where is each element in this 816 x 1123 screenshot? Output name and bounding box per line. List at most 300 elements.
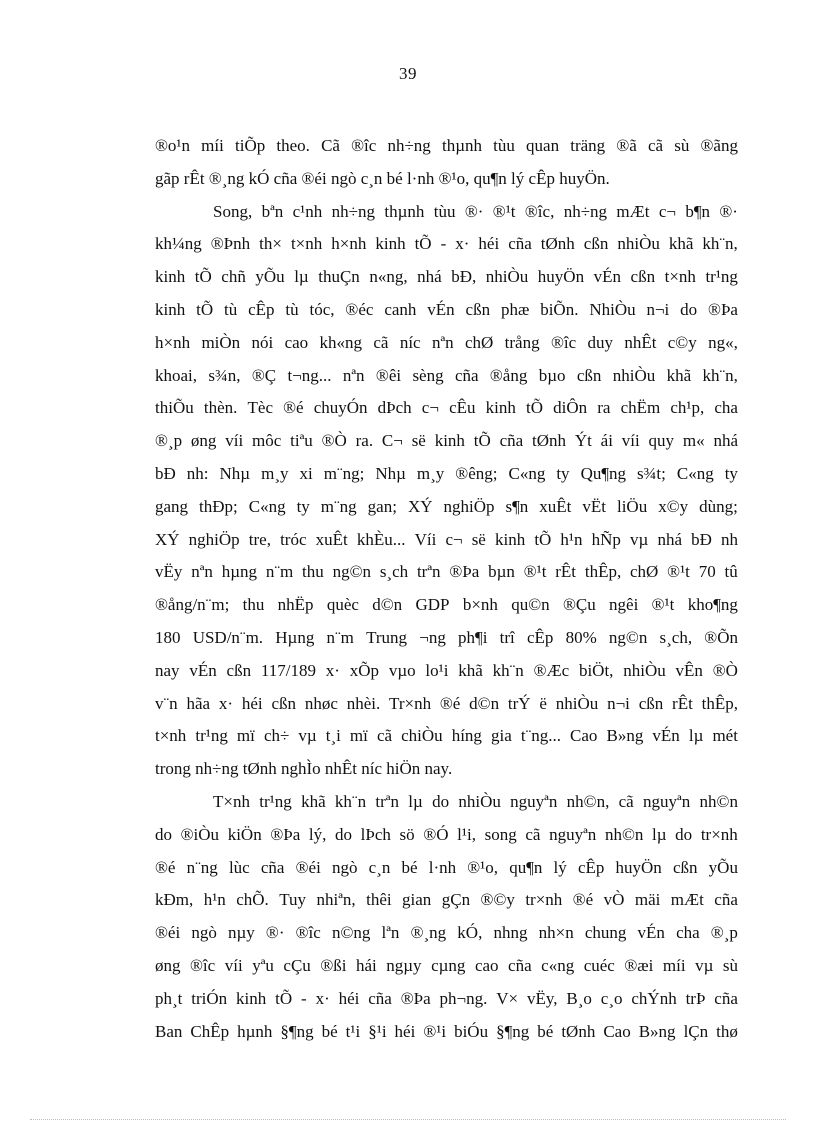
word: n¬i [607,693,630,713]
word: míi [662,955,686,975]
text-line [155,524,738,557]
text-line [155,294,738,327]
word: bÐ, [451,267,477,287]
word: cña [454,365,479,385]
word: ®îc [550,332,577,352]
word: chËm [620,398,661,418]
word: ®ãng [700,136,738,155]
word: ngêi [609,595,639,615]
word: nhèi. [346,693,381,713]
word: qu©n [511,595,550,615]
word: §¶ng [496,1021,530,1041]
text-line [155,983,738,1016]
word: x· [455,234,470,254]
word: ty [296,496,310,516]
word: C«ng [508,463,546,483]
word: víi [225,431,244,451]
word: ë [539,693,547,713]
word: kinh [494,529,526,549]
text-line [155,327,738,360]
text-line [155,130,738,163]
word: c¸o [600,988,623,1008]
document-body [155,130,738,1048]
word: cßn [583,234,609,254]
word: chØ [630,562,659,582]
word: tr¹ng [259,791,292,811]
word: tiÕp [235,136,266,155]
word: nh×n [538,923,574,943]
word: theo. [276,136,310,155]
word: C«ng [676,463,714,483]
word: kinh [375,234,406,254]
word: Tr×nh [389,693,432,713]
word: mÆt [616,201,650,221]
word: vËt [582,496,606,516]
word: Tèc [247,398,273,418]
word: bé [321,1021,338,1041]
word: do [680,299,698,319]
word: xuÊt [315,529,348,549]
word: Cao [570,726,598,746]
word: h×nh [331,234,367,254]
word: lý, [308,824,327,844]
word: cßn [630,267,656,287]
word: s¶n [505,496,529,516]
word: ¬ng [419,627,446,647]
word: chÝnh [631,988,677,1008]
word: Cã [321,136,340,155]
word: nhiÒu [612,365,656,385]
word: träng [570,136,606,155]
word: nhá [713,431,738,451]
word: tù [223,299,238,319]
word: ®Þa [708,299,738,319]
word: ®¹t [667,562,690,582]
word: nghiÖp [443,496,495,516]
text-line [155,688,738,721]
word: khã [301,791,326,811]
word: ®· [464,201,484,221]
word: thµnh [384,201,425,221]
word: trÞ [685,988,706,1008]
word: cßn [271,693,297,713]
word: h¹n [203,890,226,910]
word: ®Æc [533,660,570,680]
word: nhËp [277,595,314,615]
word: nµy [227,923,255,943]
word: bÐ [155,463,176,483]
word: mï [236,726,255,746]
word: nguyªn [643,791,691,811]
word: nghiÖp [188,529,240,549]
word: nhng [493,923,528,943]
word: tÕ [196,299,214,319]
word: T×nh [213,791,250,811]
word: hái [355,955,377,975]
word: nh÷ng [387,136,431,155]
word: gian [402,890,432,910]
word: vµ [298,726,317,746]
word: trî [499,627,515,647]
word: nh: [186,463,209,483]
word: vÉn [652,726,680,746]
word: chuyÓn [313,398,368,418]
word: ®¹i [423,1021,447,1041]
word: ®¹t [492,201,516,221]
text-line [155,950,738,983]
word: cña [714,890,738,910]
word: do [432,791,450,811]
word: - [301,988,307,1008]
word: nh÷ng [331,201,375,221]
text-line [155,392,738,425]
word: cña [508,234,532,254]
word: nh©n, [566,791,610,811]
text-line [155,720,738,753]
text-line [155,852,738,885]
word: tØnh [532,431,566,451]
word: tre, [248,529,271,549]
word: cao [284,332,309,352]
word: tÕ [275,988,293,1008]
text-line: gãp rÊt ®¸ng kÓ cña ®éi ngò c¸n bé l·nh ®¹o, qu¶n lý cÊp huyÖn. [155,168,610,188]
word: x· [218,693,234,713]
word: ®Ç [251,365,277,385]
word: lµ [294,267,309,287]
word: h×nh [155,332,191,352]
word: cha [676,923,700,943]
word: tØnh [540,234,575,254]
word: B¸o [566,988,592,1008]
word: 180 [155,627,181,647]
word: trÝ [507,693,531,713]
word: bÐ [691,529,712,549]
word: t×nh [290,234,323,254]
word: m¸y [261,463,289,483]
word: §¹i [368,1021,387,1041]
word: kinh [155,299,186,319]
word: nh÷ng [563,201,608,221]
word: thÊp, [701,693,738,713]
word: cµng [431,955,466,975]
word: t¬ng... [287,365,332,385]
word: ChÊp [190,1021,230,1041]
page-bottom-border [30,1119,786,1120]
word: khã [668,234,694,254]
word: tÕ [525,398,543,418]
word: chung [584,923,627,943]
word: gia [491,726,512,746]
word: tØnh [561,1021,596,1041]
word: lµ [652,824,667,844]
word: héi [394,1021,416,1041]
word: chÕ. [236,890,269,910]
word: cßn [672,857,698,877]
word: t¹i [345,1021,361,1041]
word: lùc [228,857,250,877]
word: cao [474,955,499,975]
word: nhiªn, [316,890,356,910]
word: kh¨n [492,660,524,680]
word: thø [716,1021,738,1041]
word: Nhµ [219,463,251,483]
word: ®¹t [651,595,675,615]
word: huyÖn [537,267,585,287]
word: kh¨n, [702,234,738,254]
word: ®é [572,890,594,910]
word: sù [722,955,738,975]
word: nhiÒu [485,267,529,287]
word: tóc, [309,299,335,319]
word: m¸y [416,463,445,483]
word: trång [504,332,540,352]
word: nh©n [699,791,738,811]
word: h¹n [560,529,583,549]
word: ®¸p [710,923,738,943]
word: ng©n [332,562,371,582]
word: bé [537,1021,554,1041]
word: khÈu... [356,529,406,549]
word: chØ [464,332,494,352]
word: Víi [414,529,437,549]
word: Ban [155,1021,183,1041]
word: ®é [439,693,461,713]
word: ra. [355,431,374,451]
text-line [155,917,738,950]
word: XÝ [407,496,433,516]
word: s¸ch, [659,627,693,647]
word: vËy [155,562,183,582]
word: Ýt [574,431,592,451]
word: tÕ [534,529,552,549]
word: n¨ng [186,857,218,877]
word: xuÊt [539,496,572,516]
word: ®îc, [524,201,555,221]
word: ®ång/n¨m; [155,595,230,615]
word: vÉn [593,267,621,287]
word: øng [190,431,217,451]
word: tÕ [473,431,491,451]
word: víi [224,955,243,975]
word: c¬ [445,529,463,549]
word: ®Õn [704,627,738,647]
word: kinh [155,267,186,287]
word: vËy, [527,988,558,1008]
word: tù [285,299,299,319]
word: ®îc [351,136,377,155]
text-line [155,884,738,917]
word: hÑp [591,529,621,549]
word: trªn [375,791,399,811]
word: thuÇn [318,267,360,287]
word: Qu¶ng [580,463,627,483]
word: ®¹o, [467,857,499,877]
word: USD/n¨m. [192,627,264,647]
word: cã [525,824,541,844]
word: GDP [415,595,450,615]
word: ®æi [624,955,654,975]
word: lý [553,857,567,877]
word: cÊp [577,857,605,877]
word: ngò [331,857,358,877]
word: 117/189 [260,660,316,680]
word: x· [315,988,330,1008]
word: héi [338,988,360,1008]
word: t¨ng... [520,726,561,746]
text-line [155,556,738,589]
text-line [155,196,738,229]
word: mÆt [670,890,704,910]
word: thêi [366,890,392,910]
word: vÉn [637,923,665,943]
word: xÕp [349,660,380,680]
word: thµnh [441,136,482,155]
word: khoai, [155,365,198,385]
word: ®©y [480,890,515,910]
word: ®Ò [321,431,347,451]
word: bµo [538,365,566,385]
word: ®Çu [562,595,596,615]
word: s¾n, [208,365,241,385]
word: hµng [221,562,258,582]
word: ngµy [386,955,422,975]
word: hµnh [237,1021,273,1041]
word: nhiÒu [617,234,660,254]
word: NhiÒu [589,299,636,319]
word: ®éc [345,299,374,319]
word: cÊp [248,299,275,319]
text-line [155,458,738,491]
word: d©n [469,693,500,713]
word: quèc [326,595,359,615]
word: Tuy [279,890,307,910]
word: ®· [265,923,285,943]
word: hãa [186,693,211,713]
word: tùu [433,201,456,221]
word: biÓu [454,1021,489,1041]
word: ph¶i [458,627,488,647]
word: xi [299,463,313,483]
word: ®éi [155,923,181,943]
word: chñ [221,267,246,287]
word: Trung [366,627,408,647]
word: ng«, [708,332,738,352]
word: cña [508,955,532,975]
word: nhøc [304,693,338,713]
word: ph¬ng. [439,988,488,1008]
word: nhiÒu [555,693,599,713]
word: vµ [630,529,649,549]
word: n¨m [326,627,354,647]
text-line: trong nh÷ng tØnh nghÌo nhÊt níc hiÖn nay. [155,759,453,779]
word: C¬ [381,431,403,451]
word: cÊp [526,627,554,647]
word: do [155,824,172,844]
word: n©ng [331,923,371,943]
word: sèng [412,365,444,385]
word: lÇn [683,1021,709,1041]
word: cßn [638,693,664,713]
word: b×nh [462,595,498,615]
word: Song, [213,201,253,221]
word: Hµng [275,627,315,647]
word: mét [712,726,738,746]
word: kh¨n, [702,365,738,385]
word: quy [648,431,675,451]
word: liÖu [616,496,648,516]
word: øng [155,955,181,975]
word: yÕu [708,857,738,877]
word: ®o¹n [155,136,191,155]
word: tr¹ng [705,267,738,287]
word: ty [556,463,570,483]
word: - [440,234,447,254]
word: sù [674,136,690,155]
word: héi [478,234,500,254]
word: t¸i [325,726,341,746]
page-number: 39 [399,64,417,83]
word: l¹i, [457,824,476,844]
word: ®¸p [155,431,183,451]
text-line [155,491,738,524]
word: cã [618,791,634,811]
word: kinh [485,398,516,418]
word: nh [720,529,738,549]
word: kho¶ng [687,595,738,615]
word: x©y [658,496,689,516]
word: thu [242,595,265,615]
word: triÓn [191,988,228,1008]
word: duy [587,332,613,352]
word: ®êi [375,365,402,385]
word: n¬i [646,299,670,319]
word: tr×nh [525,890,563,910]
word: víi [621,431,640,451]
word: tÕ [414,234,432,254]
word: thu [302,562,324,582]
word: ra [597,398,611,418]
word: m¨ng; [323,463,365,483]
word: thiÕu [155,398,194,418]
word: V× [496,988,519,1008]
word: Cao [603,1021,631,1041]
word: ngò [191,923,217,943]
word: n¨m [265,562,294,582]
word: mäi [634,890,661,910]
word: ®é [283,398,304,418]
word: môc [252,431,282,451]
word: nhÊt [624,332,657,352]
word: 70 [698,562,716,582]
word: cña [499,431,524,451]
word: kiÖn [227,824,262,844]
word: yÕu [255,267,285,287]
word: vÉn [427,299,455,319]
word: dùng; [699,496,738,516]
word: ®Ò [712,660,738,680]
word: cã [376,726,393,746]
word: biÖt, [578,660,614,680]
word: ®îc [190,955,216,975]
word: cña [368,988,392,1008]
word: c«ng [541,955,575,975]
word: tÕ [194,267,212,287]
word: b¶n [685,201,711,221]
word: c©y [667,332,697,352]
word: kh¨n [334,791,367,811]
word: §¶ng [280,1021,314,1041]
word: së [411,431,426,451]
